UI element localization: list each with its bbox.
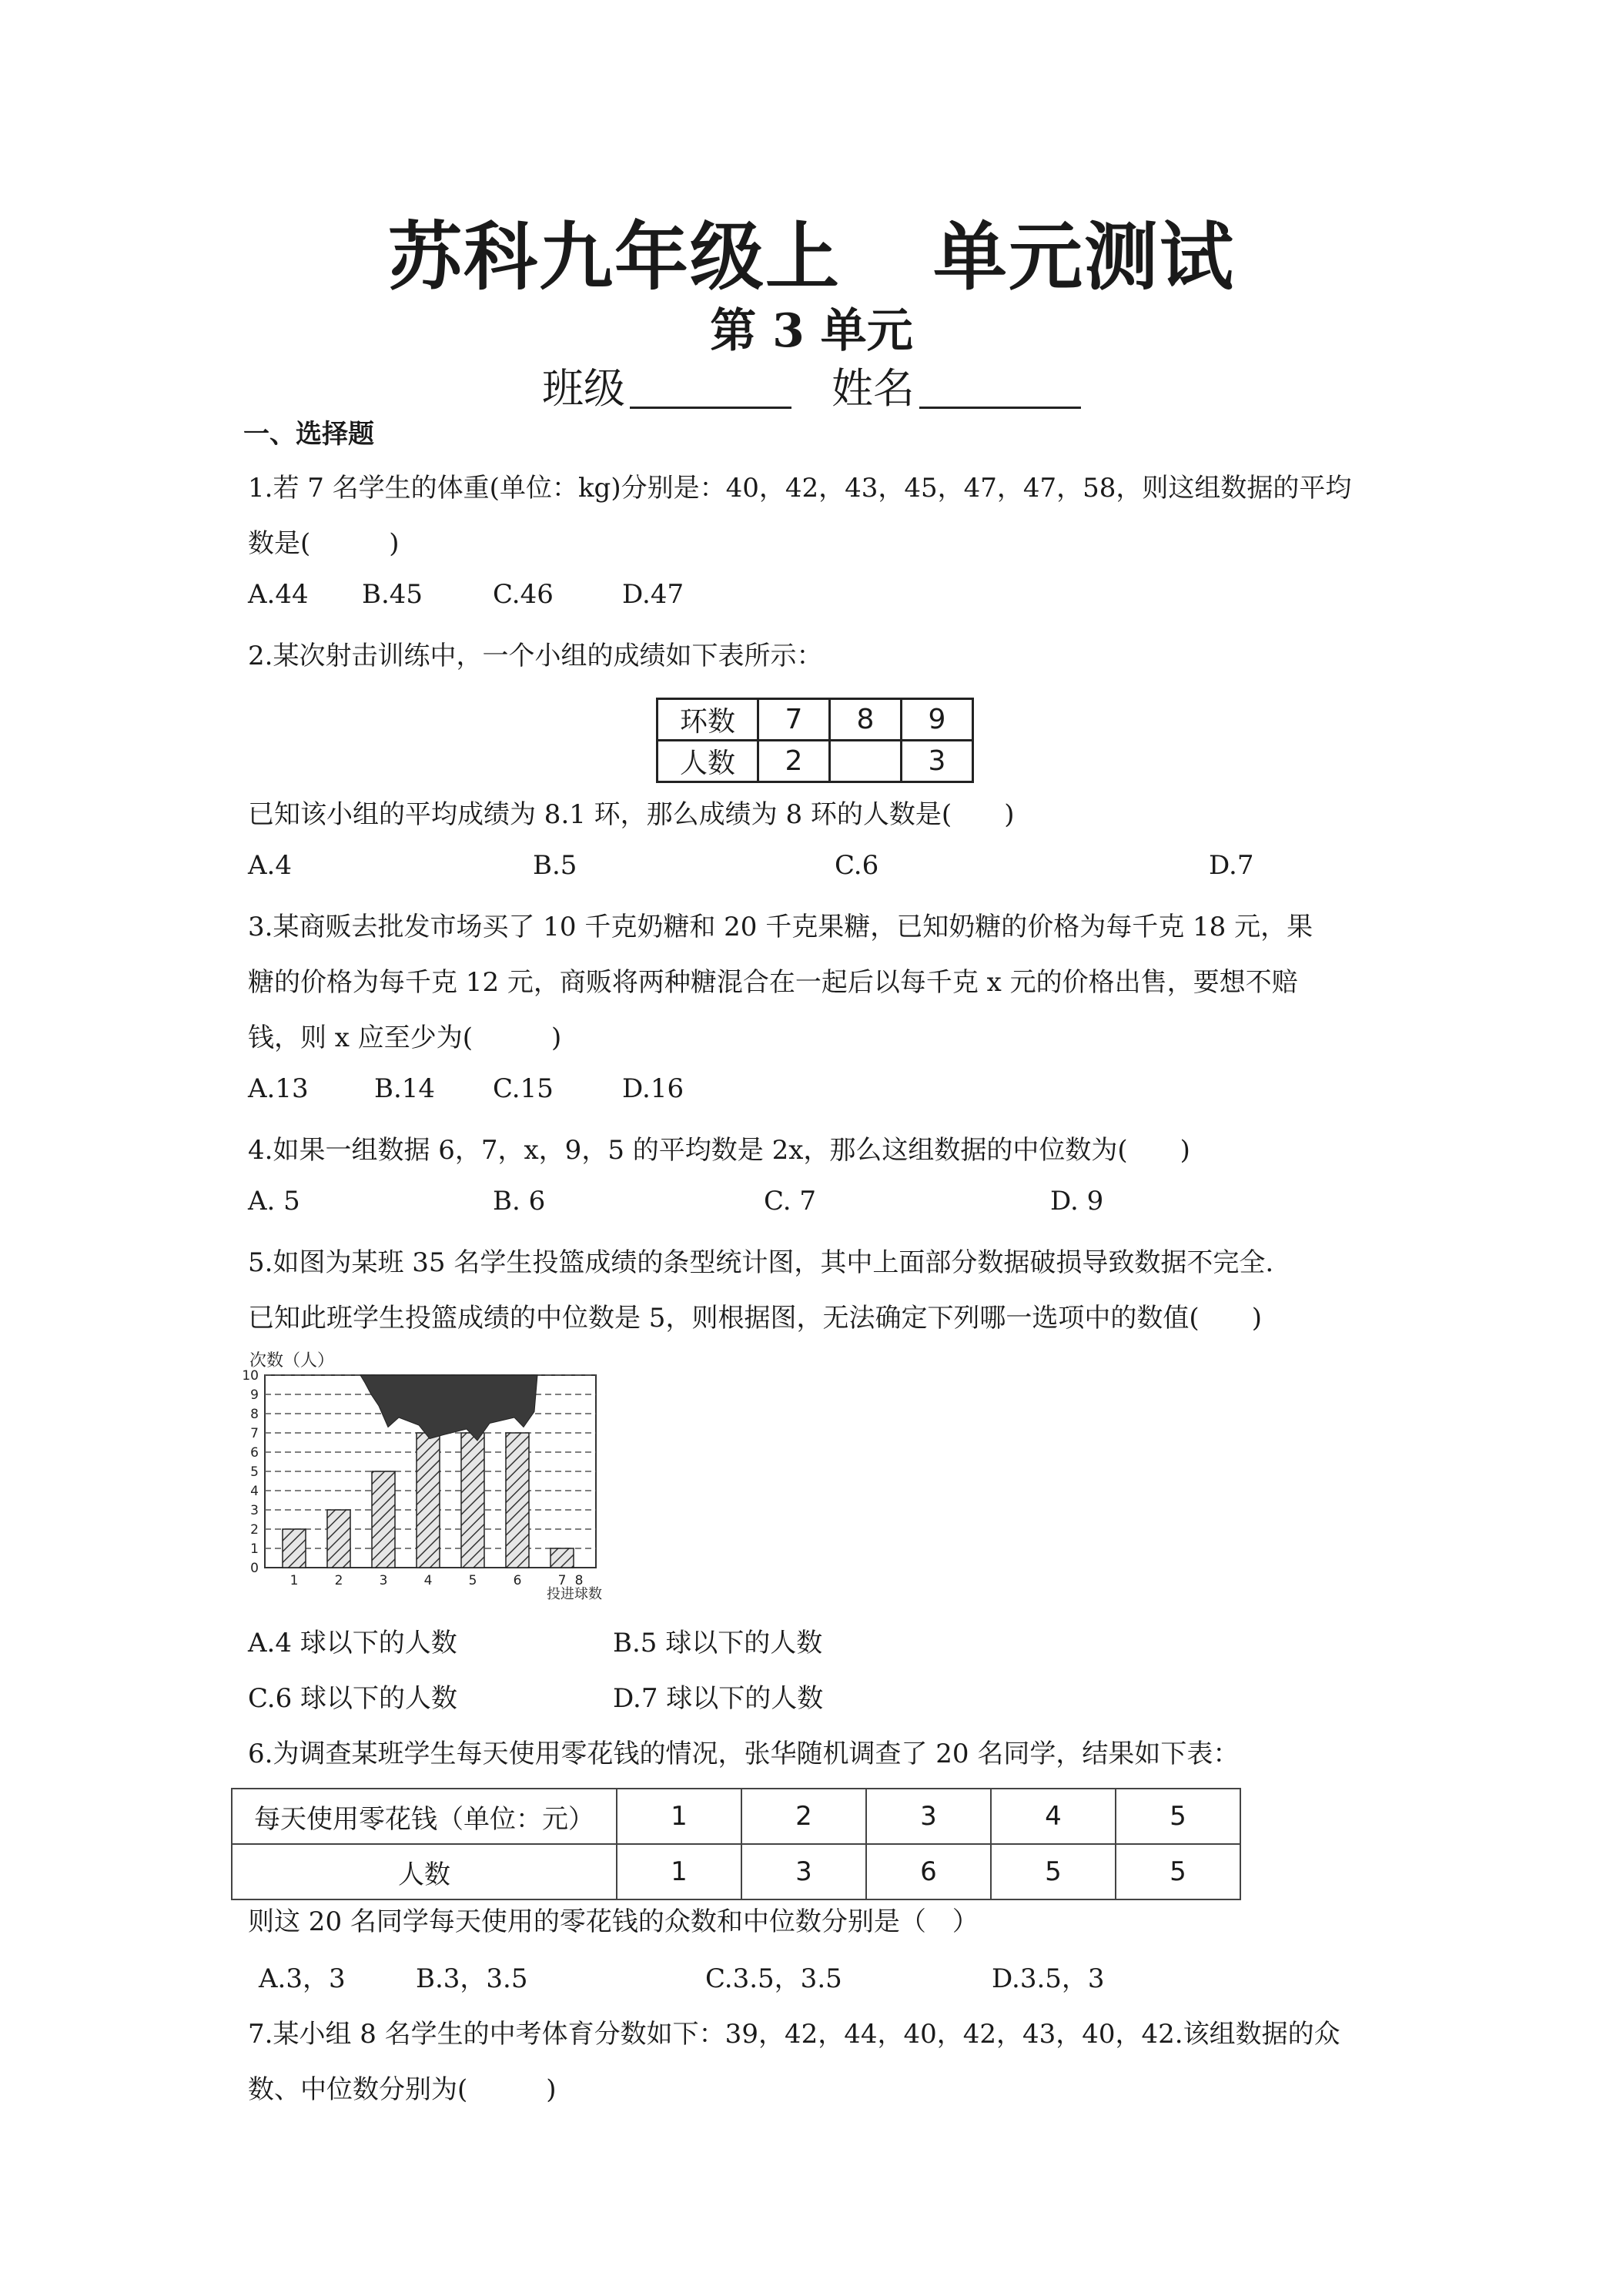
chart-x-ticks [290, 1573, 584, 1588]
q6-line-1: 6.为调查某班学生每天使用零花钱的情况，张华随机调查了 20 名同学，结果如下表： [248, 1739, 1240, 1769]
table-cell: 5 [1116, 1844, 1240, 1899]
q2-option-d: D.7 [1209, 850, 1254, 881]
x-tick-label: 8 [574, 1573, 584, 1588]
chart-y-ticks [242, 1368, 259, 1576]
q2-line-1: 2.某次射击训练中，一个小组的成绩如下表所示： [248, 641, 823, 671]
table-cell: 7 [758, 699, 830, 741]
table-cell: 5 [1116, 1789, 1240, 1844]
q6-option-b: B.3，3.5 [416, 1963, 528, 1994]
y-tick-label: 1 [250, 1541, 259, 1557]
q5-option-b: B.5 球以下的人数 [613, 1628, 823, 1658]
table-cell: 每天使用零花钱（单位：元） [232, 1789, 617, 1844]
x-tick-label: 1 [289, 1573, 299, 1588]
q3-option-a: A.13 [248, 1073, 309, 1104]
q1-option-c: C.46 [493, 579, 554, 610]
bar-1 [283, 1529, 306, 1568]
table-row [658, 699, 973, 741]
q1-option-a: A.44 [248, 579, 309, 610]
table-cell: 环数 [658, 699, 758, 741]
q4-line-1: 4.如果一组数据 6，7，x，9，5 的平均数是 2x，那么这组数据的中位数为( ) [248, 1135, 1190, 1166]
q2-line-2: 已知该小组的平均成绩为 8.1 环，那么成绩为 8 环的人数是( ) [248, 799, 1015, 830]
table-cell: 2 [741, 1789, 866, 1844]
q7-line-2: 数、中位数分别为( ) [248, 2074, 557, 2105]
q2-score-table [656, 698, 974, 783]
class-blank[interactable] [630, 366, 791, 409]
bar-7 [550, 1548, 574, 1568]
x-tick-label: 2 [334, 1573, 343, 1588]
q2-option-b: B.5 [533, 850, 577, 881]
table-cell: 3 [741, 1844, 866, 1899]
q6-line-2: 则这 20 名同学每天使用的零花钱的众数和中位数分别是（ ） [248, 1906, 979, 1937]
table-cell: 3 [902, 741, 973, 782]
chart-xlabel: 投进球数 [547, 1586, 602, 1602]
unit-subtitle: 第 3 单元 [710, 304, 913, 358]
q1-line-2: 数是( ) [248, 528, 400, 559]
name-blank[interactable] [919, 366, 1081, 409]
q2-option-a: A.4 [248, 850, 292, 881]
title-part-b: 单元测试 [933, 214, 1235, 300]
table-cell: 1 [617, 1789, 741, 1844]
q3-option-d: D.16 [622, 1073, 684, 1104]
y-tick-label: 4 [250, 1484, 259, 1499]
q1-option-b: B.45 [362, 579, 423, 610]
q4-option-a: A. 5 [248, 1186, 300, 1217]
q4-option-d: D. 9 [1050, 1186, 1104, 1217]
y-tick-label: 0 [250, 1561, 259, 1576]
q3-line-1: 3.某商贩去批发市场买了 10 千克奶糖和 20 千克果糖，已知奶糖的价格为每千克 18 元，果 [248, 912, 1313, 942]
title-part-a: 苏科九年级上 [388, 214, 841, 300]
student-info-line [0, 356, 1623, 415]
page-title [0, 199, 1623, 304]
table-cell: 8 [830, 699, 902, 741]
q2-option-c: C.6 [835, 850, 879, 881]
q4-option-c: C. 7 [764, 1186, 817, 1217]
table-cell: 6 [866, 1844, 991, 1899]
y-tick-label: 7 [250, 1426, 259, 1441]
table-cell: 9 [902, 699, 973, 741]
q5-option-d: D.7 球以下的人数 [613, 1683, 824, 1714]
x-tick-label: 6 [513, 1573, 522, 1588]
q5-option-c: C.6 球以下的人数 [248, 1683, 458, 1714]
q5-line-2: 已知此班学生投篮成绩的中位数是 5，则根据图，无法确定下列哪一选项中的数值( ) [248, 1303, 1262, 1334]
q5-bar-chart [234, 1349, 634, 1603]
q6-option-d: D.3.5，3 [992, 1963, 1105, 1994]
table-cell [830, 741, 902, 782]
table-row [232, 1789, 1240, 1844]
y-tick-label: 8 [250, 1407, 259, 1422]
x-tick-label: 7 [557, 1573, 567, 1588]
table-row [232, 1844, 1240, 1899]
x-tick-label: 3 [379, 1573, 388, 1588]
q5-option-a: A.4 球以下的人数 [248, 1628, 457, 1658]
table-cell: 1 [617, 1844, 741, 1899]
y-tick-label: 9 [250, 1387, 259, 1403]
y-tick-label: 3 [250, 1503, 259, 1518]
q7-line-1: 7.某小组 8 名学生的中考体育分数如下：39，42，44，40，42，43，40，42.该组数据的众 [248, 2019, 1340, 2050]
y-tick-label: 5 [250, 1464, 259, 1480]
table-cell: 4 [991, 1789, 1116, 1844]
q3-option-c: C.15 [493, 1073, 554, 1104]
chart-ylabel: 次数（人） [249, 1351, 335, 1371]
q6-pocket-money-table [231, 1788, 1241, 1900]
q1-option-d: D.47 [622, 579, 684, 610]
q3-option-b: B.14 [374, 1073, 436, 1104]
table-cell: 3 [866, 1789, 991, 1844]
table-row [658, 741, 973, 782]
q5-line-1: 5.如图为某班 35 名学生投篮成绩的条型统计图，其中上面部分数据破损导致数据不完全. [248, 1247, 1274, 1278]
q6-option-c: C.3.5，3.5 [705, 1963, 842, 1994]
bar-4 [417, 1433, 440, 1568]
q3-line-3: 钱，则 x 应至少为( ) [248, 1022, 562, 1053]
bar-2 [327, 1510, 350, 1568]
q4-option-b: B. 6 [493, 1186, 546, 1217]
x-tick-label: 4 [423, 1573, 433, 1588]
table-cell: 人数 [232, 1844, 617, 1899]
q3-line-2: 糖的价格为每千克 12 元，商贩将两种糖混合在一起后以每千克 x 元的价格出售，要想不赔 [248, 967, 1298, 998]
table-cell: 5 [991, 1844, 1116, 1899]
q6-option-a: A.3，3 [259, 1963, 346, 1994]
y-tick-label: 6 [250, 1445, 259, 1461]
bar-5 [461, 1433, 484, 1568]
table-cell: 人数 [658, 741, 758, 782]
q1-line-1: 1.若 7 名学生的体重(单位：kg)分别是：40，42，43，45，47，47，58，则这组数据的平均 [248, 473, 1352, 504]
table-cell: 2 [758, 741, 830, 782]
y-tick-label: 10 [242, 1368, 259, 1384]
y-tick-label: 2 [250, 1522, 259, 1538]
x-tick-label: 5 [468, 1573, 477, 1588]
bar-3 [372, 1471, 395, 1568]
bar-6 [506, 1433, 529, 1568]
class-label: 班级 [542, 364, 625, 413]
section-heading: 一、选择题 [243, 419, 374, 450]
name-label: 姓名 [832, 364, 915, 413]
